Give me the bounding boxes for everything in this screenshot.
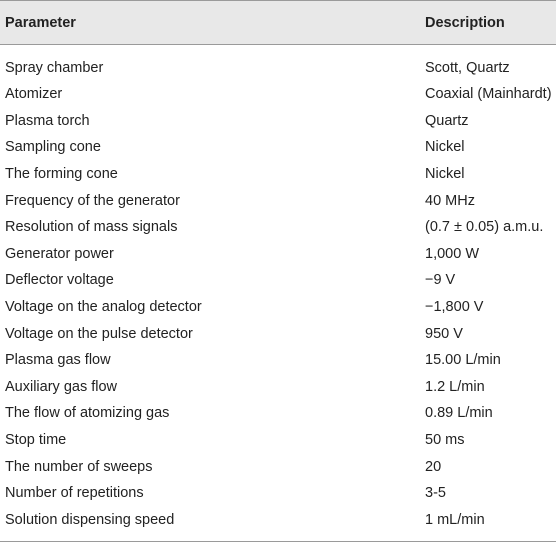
- header-parameter: Parameter: [0, 1, 425, 45]
- parameter-cell: Frequency of the generator: [5, 192, 180, 209]
- table-row: [0, 374, 556, 401]
- description-cell: −9 V: [425, 272, 456, 289]
- parameter-cell: Number of repetitions: [5, 485, 144, 502]
- table-row: [0, 267, 556, 294]
- parameter-cell: Solution dispensing speed: [0, 507, 425, 542]
- table-row: [0, 320, 556, 347]
- parameter-cell: Spray chamber: [5, 60, 104, 76]
- parameter-cell: Deflector voltage: [5, 272, 114, 289]
- description-cell: 1,000 W: [425, 245, 479, 262]
- description-cell: 3-5: [425, 485, 446, 502]
- parameter-cell: Auxiliary gas flow: [5, 378, 118, 395]
- description-cell: Quartz: [425, 112, 469, 129]
- parameter-cell: Stop time: [5, 432, 67, 449]
- table-row: [0, 427, 556, 454]
- parameter-cell: Voltage on the analog detector: [5, 299, 202, 316]
- description-cell: 1.2 L/min: [425, 378, 485, 395]
- table-row: [0, 108, 556, 135]
- description-cell: 40 MHz: [425, 192, 475, 209]
- description-cell: Nickel: [425, 139, 465, 156]
- table-row: [0, 161, 556, 188]
- description-cell: 950 V: [425, 325, 463, 342]
- table-row: [0, 294, 556, 321]
- table-row: [0, 241, 556, 268]
- parameter-cell: Sampling cone: [5, 139, 101, 156]
- table-row: [0, 187, 556, 214]
- parameter-cell: The flow of atomizing gas: [5, 405, 170, 422]
- description-cell: Scott, Quartz: [425, 60, 510, 76]
- parameter-cell: Atomizer: [5, 86, 63, 103]
- description-cell: −1,800 V: [425, 299, 484, 316]
- parameter-cell: Voltage on the pulse detector: [5, 325, 193, 342]
- table-row: [0, 400, 556, 427]
- description-cell: (0.7 ± 0.05) a.m.u.: [425, 219, 544, 236]
- table-row: [0, 480, 556, 507]
- table-row: [0, 214, 556, 241]
- description-cell: 50 ms: [425, 432, 465, 449]
- parameter-cell: The forming cone: [5, 166, 118, 183]
- parameter-cell: The number of sweeps: [5, 458, 153, 475]
- table-row: [0, 347, 556, 374]
- description-cell: 1 mL/min: [425, 507, 556, 542]
- table-header: [0, 1, 556, 45]
- header-description: Description: [425, 1, 556, 45]
- table-row: [0, 81, 556, 108]
- table-row: [0, 134, 556, 161]
- description-cell: 15.00 L/min: [425, 352, 501, 369]
- parameter-cell: Generator power: [5, 245, 114, 262]
- description-cell: 20: [425, 458, 442, 475]
- parameter-cell: Plasma gas flow: [5, 352, 111, 369]
- description-cell: Nickel: [425, 166, 465, 183]
- table-row: [0, 453, 556, 480]
- parameter-cell: Resolution of mass signals: [5, 219, 178, 236]
- description-cell: Coaxial (Mainhardt): [425, 86, 552, 103]
- table-row: [0, 507, 556, 542]
- table-row: [0, 45, 556, 82]
- header-row: [0, 1, 556, 45]
- table-body: [0, 45, 556, 542]
- description-cell: 0.89 L/min: [425, 405, 493, 422]
- parameter-cell: Plasma torch: [5, 112, 90, 129]
